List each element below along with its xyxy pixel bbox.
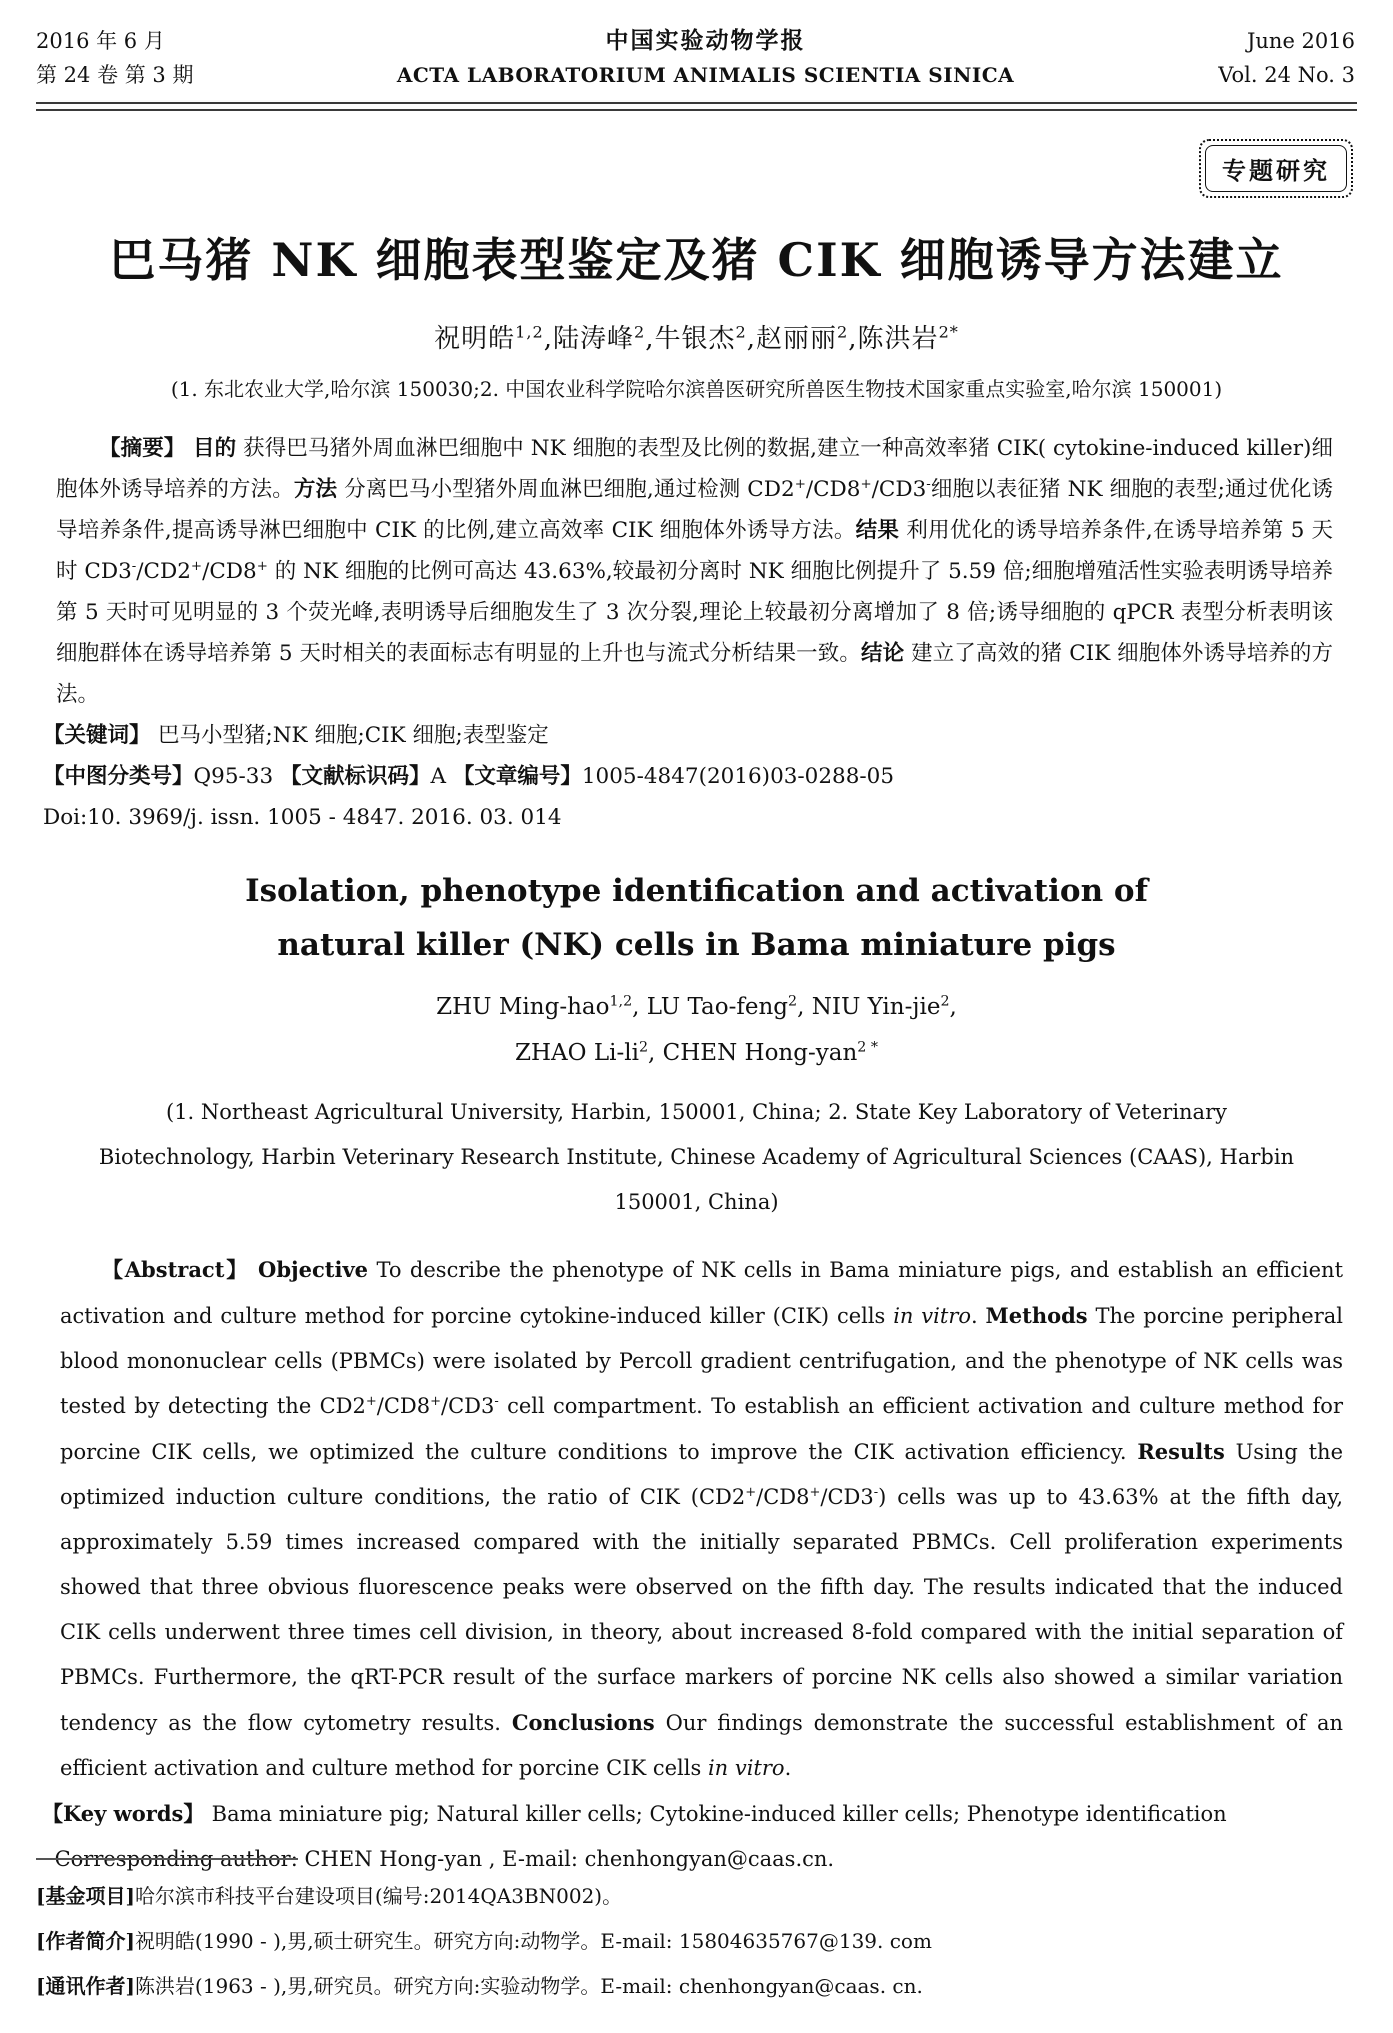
keywords-cn: 【关键词】 巴马小型猪;NK 细胞;CIK 细胞;表型鉴定 (43, 722, 549, 748)
journal-title-en: ACTA LABORATORIUM ANIMALIS SCIENTIA SINICA (396, 63, 1015, 87)
topic-badge-row (0, 139, 1353, 198)
authors-en-line1: ZHU Ming-hao$^{1,2}$, LU Tao-feng$^2$, NIU Yin-jie$^2$, (436, 993, 957, 1020)
footnote-divider (36, 1858, 298, 1860)
volume-issue-en: Vol. 24 No. 3 (1218, 63, 1355, 87)
corresponding-author-line: Corresponding author: CHEN Hong-yan , E-mail: chenhongyan@caas.cn. (54, 1847, 835, 1871)
header-journal-title (266, 24, 1145, 92)
article-title-cn: 巴马猪 NK 细胞表型鉴定及猪 CIK 细胞诱导方法建立 (109, 233, 1284, 287)
topic-badge: 专题研究 (1205, 145, 1347, 192)
abstract-en: 【Abstract】 Objective To describe the phenotype of NK cells in Bama miniature pigs, and establish an efficient activation and culture method for porcine cytokine-induced killer (CIK) cells in vitro. Methods The porcine peripheral blood mononuclear cells (PBMCs) were isolated by Percoll gradient centrifugation, and the phenotype of NK cells was tested by detecting the CD2+/CD8+/CD3- cell compartment. To establish an efficient activation and culture method for porcine CIK cells, we optimized the culture conditions to improve the CIK activation efficiency. Results Using the optimized induction culture conditions, the ratio of CIK (CD2+/CD8+/CD3-) cells was up to 43.63% at the fifth day, approximately 5.59 times increased compared with the initially separated PBMCs. Cell proliferation experiments showed that three obvious fluorescence peaks were observed on the fifth day. The results indicated that the induced CIK cells underwent three times cell division, in theory, about increased 8-fold compared with the initial separation of PBMCs. Furthermore, the qRT-PCR result of the surface markers of porcine NK cells also showed a similar variation tendency as the flow cytometry results. Conclusions Our findings demonstrate the successful establishment of an efficient activation and culture method for porcine CIK cells in vitro. (60, 1257, 1344, 1780)
header-issue-en (1145, 24, 1355, 92)
footnote-block (36, 1858, 1347, 2009)
affiliation-en: (1. Northeast Agricultural University, Harbin, 150001, China; 2. State Key Laboratory of Veterinary Biotechnology, Harbin Veterinary Research Institute, Chinese Academy of Agricultural Sciences (CAAS), Harbin 150001, China) (98, 1100, 1295, 1214)
article-title-en-line1: Isolation, phenotype identification and activation of (245, 872, 1148, 909)
authors-en-line2: ZHAO $Li-li^2$, CHEN Hong-yan$^{2 *}$ (515, 1039, 878, 1066)
abstract-cn: 【摘要】 目的 获得巴马猪外周血淋巴细胞中 NK 细胞的表型及比例的数据,建立一种高效率猪 CIK( cytokine-induced killer)细胞体外诱导培养的方法。方法 分离巴马小型猪外周血淋巴细胞,通过检测 CD2+/CD8+/CD3-细胞以表征猪 NK 细胞的表型;通过优化诱导培养条件,提高诱导淋巴细胞中 CIK 的比例,建立高效率 CIK 细胞体外诱导方法。结果 利用优化的诱导培养条件,在诱导培养第 5 天时 CD3-/CD2+/CD8+ 的 NK 细胞的比例可高达 43.63%,较最初分离时 NK 细胞比例提升了 5.59 倍;细胞增殖活性实验表明诱导培养第 5 天时可见明显的 3 个荧光峰,表明诱导后细胞发生了 3 次分裂,理论上较最初分离增加了 8 倍;诱导细胞的 qPCR 表型分析表明该细胞群体在诱导培养第 5 天时相关的表面标志有明显的上升也与流式分析结果一致。结论 建立了高效的猪 CIK 细胞体外诱导培养的方法。 (56, 435, 1334, 707)
article-title-en-line2: natural killer (NK) cells in Bama miniature pigs (277, 926, 1116, 963)
footnote-corresponding-author: [通讯作者]陈洪岩(1963 - ),男,研究员。研究方向:实验动物学。E-mail: chenhongyan@caas. cn. (36, 1974, 923, 1998)
footnote-funding: [基金项目]哈尔滨市科技平台建设项目(编号:2014QA3BN002)。 (36, 1884, 623, 1908)
classification-line: 【中图分类号】Q95-33 【文献标识码】A 【文章编号】1005-4847(2016)03-0288-05 (43, 763, 895, 789)
journal-title-cn: 中国实验动物学报 (605, 27, 806, 54)
header-issue-cn (36, 24, 266, 92)
keywords-en: 【Key words】 Bama miniature pig; Natural killer cells; Cytokine-induced killer cells; Phenotype identification (42, 1801, 1227, 1826)
doi-line: Doi:10. 3969/j. issn. 1005 - 4847. 2016. 03. 014 (43, 804, 562, 830)
header-divider (36, 102, 1357, 111)
volume-issue-cn: 第 24 卷 第 3 期 (36, 63, 194, 87)
issue-date-en: June 2016 (1246, 29, 1355, 53)
article-title-en (0, 864, 1393, 973)
authors-en (0, 984, 1393, 1076)
topic-badge-border (1199, 139, 1353, 198)
footnote-first-author: [作者简介]祝明皓(1990 - ),男,硕士研究生。研究方向:动物学。E-mail: 15804635767@139. com (36, 1929, 932, 1953)
journal-header (0, 0, 1393, 92)
affiliation-cn: (1. 东北农业大学,哈尔滨 150030;2. 中国农业科学院哈尔滨兽医研究所兽医生物技术国家重点实验室,哈尔滨 150001) (170, 376, 1223, 401)
issue-date-cn: 2016 年 6 月 (36, 29, 165, 53)
authors-cn: 祝明皓$^{1,2}$,陆涛峰$^2$,牛银杰$^2$,赵丽丽$^2$,陈洪岩$^{2*}$ (434, 321, 959, 354)
